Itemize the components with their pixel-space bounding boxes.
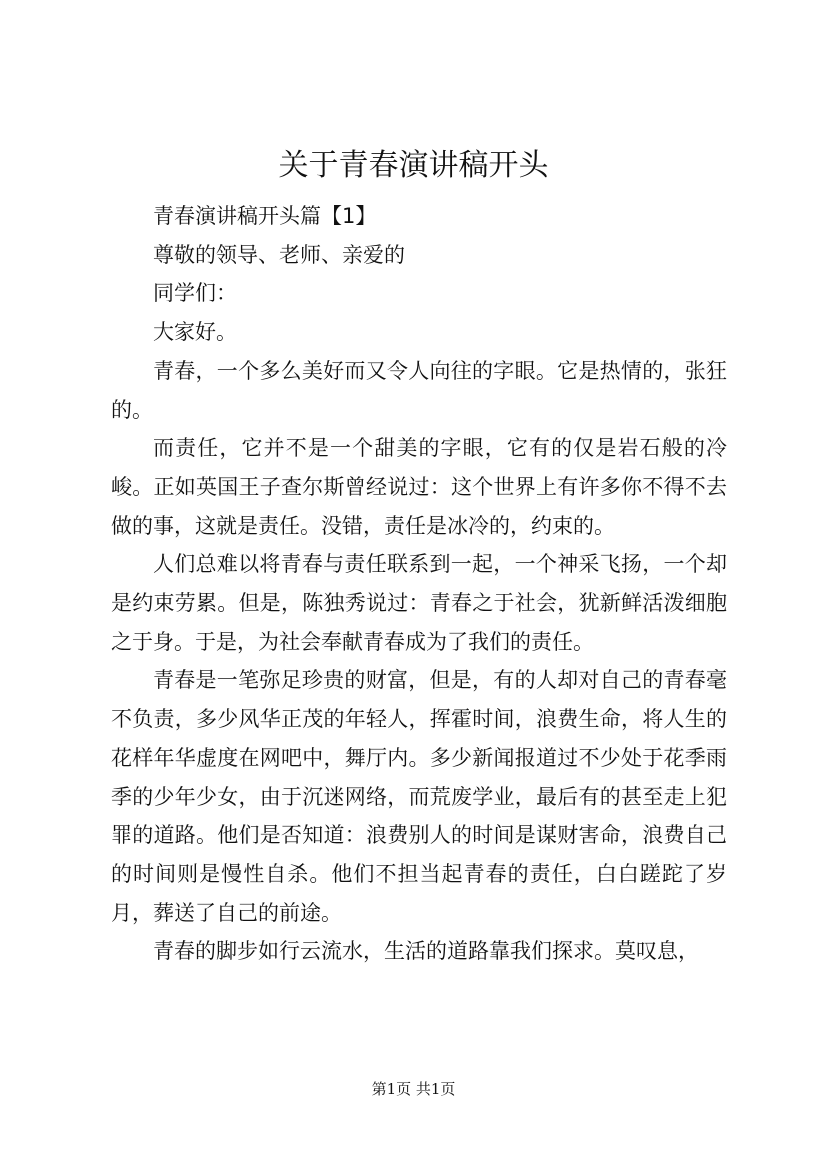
paragraph-wealth: 青春是一笔弥足珍贵的财富，但是，有的人却对自己的青春毫不负责，多少风华正茂的年轻人，挥霍时间，浪费生命，将人生的花样年华虚度在网吧中，舞厅内。多少新闻报道过不少处于花季雨季的少年少女，由于沉迷网络，而荒废学业，最后有的甚至走上犯罪的道路。他们是否知道：浪费别人的时间是谋财害命，浪费自己的时间则是慢性自杀。他们不担当起青春的责任，白白蹉跎了岁月，葬送了自己的前途。 [111,668,727,925]
paragraph-responsibility: 而责任，它并不是一个甜美的字眼，它有的仅是岩石般的冷峻。正如英国王子查尔斯曾经说过：这个世界上有许多你不得不去做的事，这就是责任。没错，责任是冰冷的，约束的。 [111,436,727,538]
document-title: 关于青春演讲稿开头 [278,148,549,183]
page-footer: 第1页 共1页 [371,1080,456,1098]
paragraph-subtitle: 青春演讲稿开头篇【1】 [153,204,377,228]
paragraph-greeting-1: 尊敬的领导、老师、亲爱的 [153,242,405,267]
paragraph-youth: 青春，一个多么美好而又令人向往的字眼。它是热情的，张狂的。 [111,358,727,422]
paragraph-hello: 大家好。 [153,320,237,345]
paragraph-greeting-2: 同学们： [153,281,237,306]
paragraph-connection: 人们总难以将青春与责任联系到一起，一个神采飞扬，一个却是约束劳累。但是，陈独秀说过：青春之于社会，犹新鲜活泼细胞之于身。于是，为社会奉献青春成为了我们的责任。 [111,552,727,654]
paragraph-footsteps: 青春的脚步如行云流水，生活的道路靠我们探求。莫叹息， [153,939,699,964]
document-body [111,197,727,971]
